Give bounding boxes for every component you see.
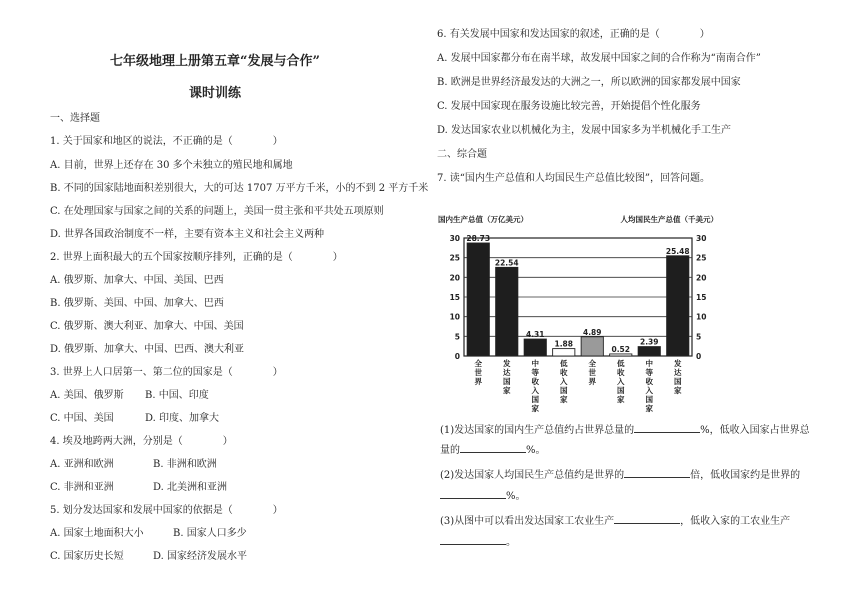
- q2-option-d: D. 俄罗斯、加拿大、中国、巴西、澳大利亚: [50, 344, 245, 355]
- chart-value-label: 0.52: [611, 344, 631, 354]
- chart-bar: [581, 337, 603, 356]
- chart-right-tick-label: 5: [696, 332, 702, 342]
- chart-left-tick-label: 25: [449, 253, 460, 263]
- q7-sub1-blank-1[interactable]: [634, 422, 700, 433]
- page-title: 七年级地理上册第五章“发展与合作”: [110, 54, 320, 69]
- q2-option-a: A. 俄罗斯、加拿大、中国、美国、巴西: [50, 275, 224, 286]
- q7-sub3-line2: [440, 534, 516, 549]
- q5-option-d: D. 国家经济发展水平: [153, 551, 248, 562]
- chart-left-axis-title: 国内生产总值（万亿美元）: [438, 215, 528, 224]
- q1-option-c: C. 在处理国家与国家之间的关系的问题上，美国一贯主张和平共处五项原则: [50, 206, 384, 217]
- q6-stem: 6. 有关发展中国家和发达国家的叙述，正确的是（ ）: [437, 29, 710, 40]
- q1-option-d: D. 世界各国政治制度不一样，主要有资本主义和社会主义两种: [50, 229, 325, 240]
- chart-category-label: 低收入国家: [560, 359, 568, 404]
- chart-category-label: 全世界: [588, 359, 596, 386]
- chart-right-tick-label: 20: [696, 273, 707, 283]
- q4-option-d: D. 北美洲和亚洲: [153, 482, 228, 493]
- q7-sub1-text-b: %，低收入国家占世界总: [700, 425, 810, 436]
- q7-sub3-blank-1[interactable]: [614, 513, 680, 524]
- q4-option-a: A. 亚洲和欧洲: [50, 459, 114, 470]
- chart-category-label: 中等收入国家: [645, 359, 653, 413]
- q6-option-b: B. 欧洲是世界经济最发达的大洲之一，所以欧洲的国家都发展中国家: [437, 77, 741, 88]
- chart-value-label: 4.89: [582, 327, 602, 337]
- q7-sub2-line1: [440, 467, 800, 482]
- chart-left-tick-label: 5: [454, 332, 460, 342]
- chart-right-axis-title: 人均国民生产总值（千美元）: [620, 215, 718, 224]
- q7-sub1-line2: [440, 442, 546, 457]
- q7-sub2-text-b: 倍，低收国家约是世界的: [690, 470, 801, 481]
- q7-sub3-text-b: ，低收入家的工农业生产: [680, 516, 791, 527]
- chart-value-label: 28.73: [466, 233, 491, 243]
- q6-option-c: C. 发展中国家现在服务设施比较完善，开始提倡个性化服务: [437, 101, 701, 112]
- q7-sub1-text-c: 量的: [440, 445, 460, 456]
- q1-option-a: A. 目前，世界上还存在 30 多个未独立的殖民地和属地: [50, 160, 293, 171]
- q7-sub3-blank-2[interactable]: [440, 534, 506, 545]
- chart-bar: [610, 354, 632, 356]
- q4-option-b: B. 非洲和欧洲: [153, 459, 217, 470]
- q7-sub3-text-c: 。: [506, 537, 516, 548]
- q5-option-a: A. 国家土地面积大小: [50, 528, 144, 539]
- q4-option-c: C. 非洲和亚洲: [50, 482, 114, 493]
- q7-sub2-blank-2[interactable]: [440, 488, 506, 499]
- q7-sub1-text-d: %。: [526, 445, 546, 456]
- chart-category-label: 中等收入国家: [531, 359, 539, 413]
- chart-category-label: 发达国家: [674, 359, 682, 395]
- q7-sub1-blank-2[interactable]: [460, 442, 526, 453]
- chart-right-tick-label: 25: [696, 253, 707, 263]
- q3-option-c: C. 中国、美国: [50, 413, 114, 424]
- chart-bar: [667, 256, 689, 356]
- chart-category-label: 低收入国家: [617, 359, 625, 404]
- q1-stem: 1. 关于国家和地区的说法，不正确的是（ ）: [50, 136, 283, 147]
- chart-bar: [496, 267, 518, 356]
- q7-sub1-text-a: (1)发达国家的国内生产总值约占世界总量的: [440, 425, 635, 436]
- page-subtitle: 课时训练: [188, 86, 241, 101]
- q3-stem: 3. 世界上人口居第一、第二位的国家是（ ）: [50, 367, 283, 378]
- q5-option-b: B. 国家人口多少: [173, 528, 247, 539]
- q3-option-a: A. 美国、俄罗斯: [50, 390, 124, 401]
- q7-sub1-line1: [440, 422, 810, 437]
- chart-bar: [638, 347, 660, 356]
- chart-value-label: 4.31: [525, 330, 545, 340]
- q7-sub3-text-a: (3)从图中可以看出发达国家工农业生产: [440, 516, 615, 527]
- chart-left-tick-label: 10: [449, 312, 460, 322]
- q7-sub2-blank-1[interactable]: [624, 467, 690, 478]
- chart-left-tick-label: 15: [449, 293, 460, 302]
- chart-value-label: 22.54: [494, 258, 519, 268]
- q3-option-d: D. 印度、加拿大: [145, 413, 220, 424]
- q7-sub3-line1: [440, 513, 790, 528]
- chart-bar: [524, 339, 546, 356]
- q6-option-a: A. 发展中国家都分布在南半球，故发展中国家之间的合作称为“南南合作”: [437, 53, 761, 64]
- q7-sub2-line2: [440, 488, 526, 503]
- chart-value-label: 1.88: [554, 339, 574, 349]
- q7-stem: 7. 读“国内生产总值和人均国民生产总值比较图”，回答问题。: [437, 173, 710, 184]
- q7-sub2-text-a: (2)发达国家人均国民生产总值约是世界的: [440, 470, 625, 481]
- chart-right-tick-label: 0: [696, 352, 702, 361]
- q2-option-c: C. 俄罗斯、澳大利亚、加拿大、中国、美国: [50, 321, 244, 332]
- chart-left-tick-label: 30: [449, 234, 460, 243]
- chart-right-tick-label: 30: [696, 234, 707, 243]
- chart-left-tick-label: 0: [454, 352, 460, 361]
- q4-stem: 4. 埃及地跨两大洲，分别是（ ）: [50, 436, 233, 447]
- q5-stem: 5. 划分发达国家和发展中国家的依据是（ ）: [50, 505, 283, 516]
- chart-value-label: 2.39: [639, 337, 659, 347]
- chart-bar: [553, 349, 575, 356]
- chart-bar: [467, 243, 489, 356]
- chart-category-label: 发达国家: [503, 359, 511, 395]
- gdp-comparison-chart: [436, 208, 720, 420]
- q6-option-d: D. 发达国家农业以机械化为主，发展中国家多为半机械化手工生产: [437, 125, 732, 136]
- q5-option-c: C. 国家历史长短: [50, 551, 124, 562]
- chart-left-tick-label: 20: [449, 273, 460, 283]
- section-heading-choice: 一、选择题: [50, 113, 100, 124]
- section-heading-comprehensive: 二、综合题: [437, 149, 487, 160]
- q3-option-b: B. 中国、印度: [145, 390, 209, 401]
- chart-right-tick-label: 15: [696, 293, 707, 302]
- chart-value-label: 25.48: [665, 246, 690, 256]
- q2-stem: 2. 世界上面积最大的五个国家按顺序排列，正确的是（ ）: [50, 252, 343, 263]
- chart-right-tick-label: 10: [696, 312, 707, 322]
- q2-option-b: B. 俄罗斯、美国、中国、加拿大、巴西: [50, 298, 224, 309]
- chart-canvas: [436, 208, 720, 420]
- chart-category-label: 全世界: [474, 359, 482, 386]
- q7-sub2-text-c: %。: [506, 491, 526, 502]
- q1-option-b: B. 不同的国家陆地面积差别很大，大的可达 1707 万平方千米，小的不到 2 平方千米: [50, 183, 429, 194]
